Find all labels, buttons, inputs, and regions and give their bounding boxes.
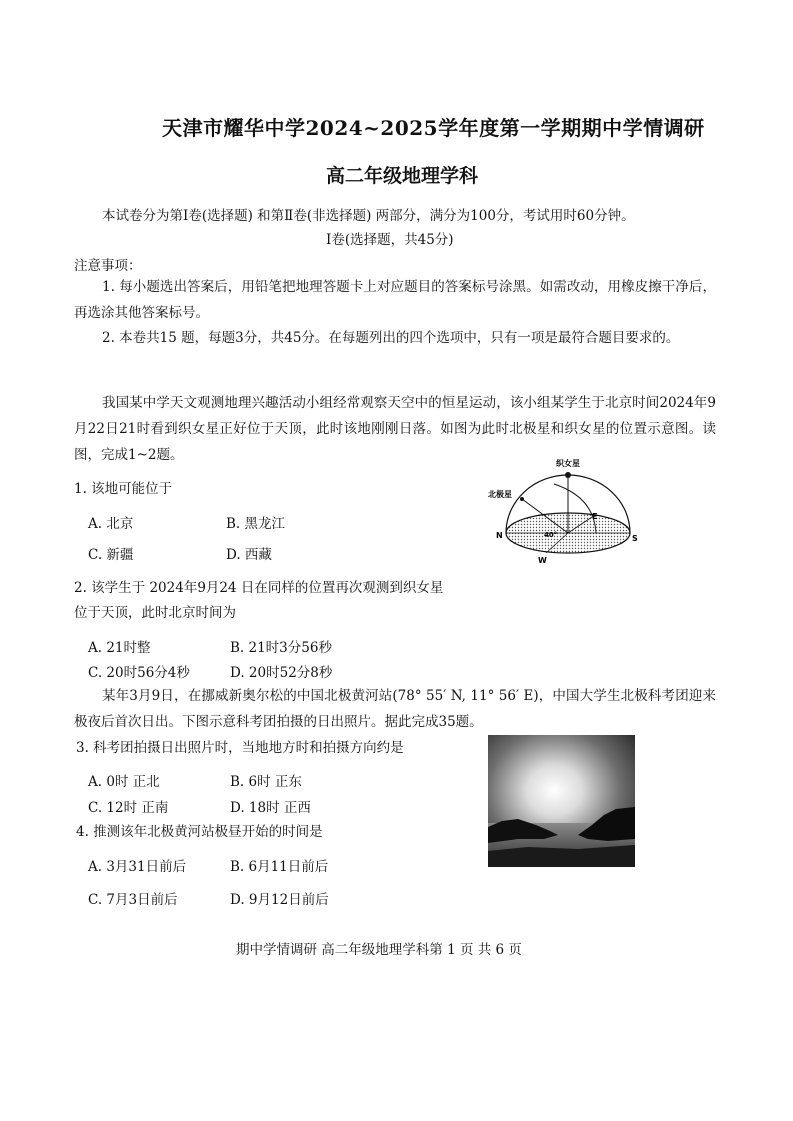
q3-option-c: C. 12时 正南 [88,800,169,816]
south-label: S [632,534,638,543]
celestial-sphere-diagram [484,457,649,569]
polaris-label: 北极星 [488,490,512,499]
subject-title: 高二年级地理学科 [326,165,479,187]
page-footer: 期中学情调研 高二年级地理学科第 1 页 共 6 页 [236,942,522,958]
q2-option-b: B. 21时3分56秒 [230,640,332,656]
vega-star-icon [565,472,571,478]
question-1-stem: 1. 该地可能位于 [74,481,173,497]
note-item-2: 2. 本卷共15 题，每题3分，共45分。在每题列出的四个选项中，只有一项是最符合题目要求的。 [102,330,680,346]
passage-2: 某年3月9日，在挪威新奥尔松的中国北极黄河站(78° 55′ N, 11° 56′ E)，中国大学生北极科考团迎来极夜后首次日出。下图示意科考团拍摄的日出照片。据此完成35题。 [74,688,716,730]
q1-option-c: C. 新疆 [88,547,134,563]
passage-1: 我国某中学天文观测地理兴趣活动小组经常观察天空中的恒星运动，该小组某学生于北京时间2024年9月22日21时看到织女星正好位于天顶，此时该地刚刚日落。如图为此时北极星和织女星的位置示意图。读图，完成1~2题。 [74,395,716,463]
note-item-1: 1. 每小题选出答案后，用铅笔把地理答题卡上对应题目的答案标号涂黑。如需改动，用橡皮擦干净后，再选涂其他答案标号。 [74,279,716,321]
q2-option-c: C. 20时56分4秒 [88,665,190,681]
question-3-stem: 3. 科考团拍摄日出照片时，当地地方时和拍摄方向约是 [76,740,404,756]
q4-option-d: D. 9月12日前后 [230,892,329,908]
q3-option-d: D. 18时 正西 [230,800,311,816]
sunrise-photo [488,735,635,867]
q4-option-b: B. 6月11日前后 [230,859,329,875]
question-4-stem: 4. 推测该年北极黄河站极昼开始的时间是 [76,824,323,840]
question-2-stem-line-1: 2. 该学生于 2024年9月24 日在同样的位置再次观测到织女星 [74,580,444,596]
west-label: W [538,556,547,565]
q4-option-a: A. 3月31日前后 [88,859,187,875]
q3-option-a: A. 0时 正北 [88,774,160,790]
notes-heading: 注意事项： [74,258,142,274]
q3-option-b: B. 6时 正东 [230,774,302,790]
intro-line-1: 本试卷分为第Ⅰ卷(选择题) 和第Ⅱ卷(非选择题) 两部分，满分为100分，考试用时60分钟。 [102,208,635,224]
angle-label: 40° [544,531,558,539]
q2-option-a: A. 21时整 [88,640,151,656]
q1-option-b: B. 黑龙江 [226,516,286,532]
north-label: N [496,531,503,540]
polaris-star-icon [520,497,524,501]
q1-option-d: D. 西藏 [226,547,272,563]
page-title: 天津市耀华中学2024~2025学年度第一学期期中学情调研 [162,116,705,140]
question-2-stem-line-2: 位于天顶，此时北京时间为 [74,605,236,621]
q2-option-d: D. 20时52分8秒 [230,665,333,681]
q4-option-c: C. 7月3日前后 [88,892,178,908]
q1-option-a: A. 北京 [88,516,134,532]
vega-label: 织女星 [556,459,580,468]
intro-line-2: Ⅰ卷(选择题，共45分) [326,232,454,248]
east-label: E [592,512,598,521]
